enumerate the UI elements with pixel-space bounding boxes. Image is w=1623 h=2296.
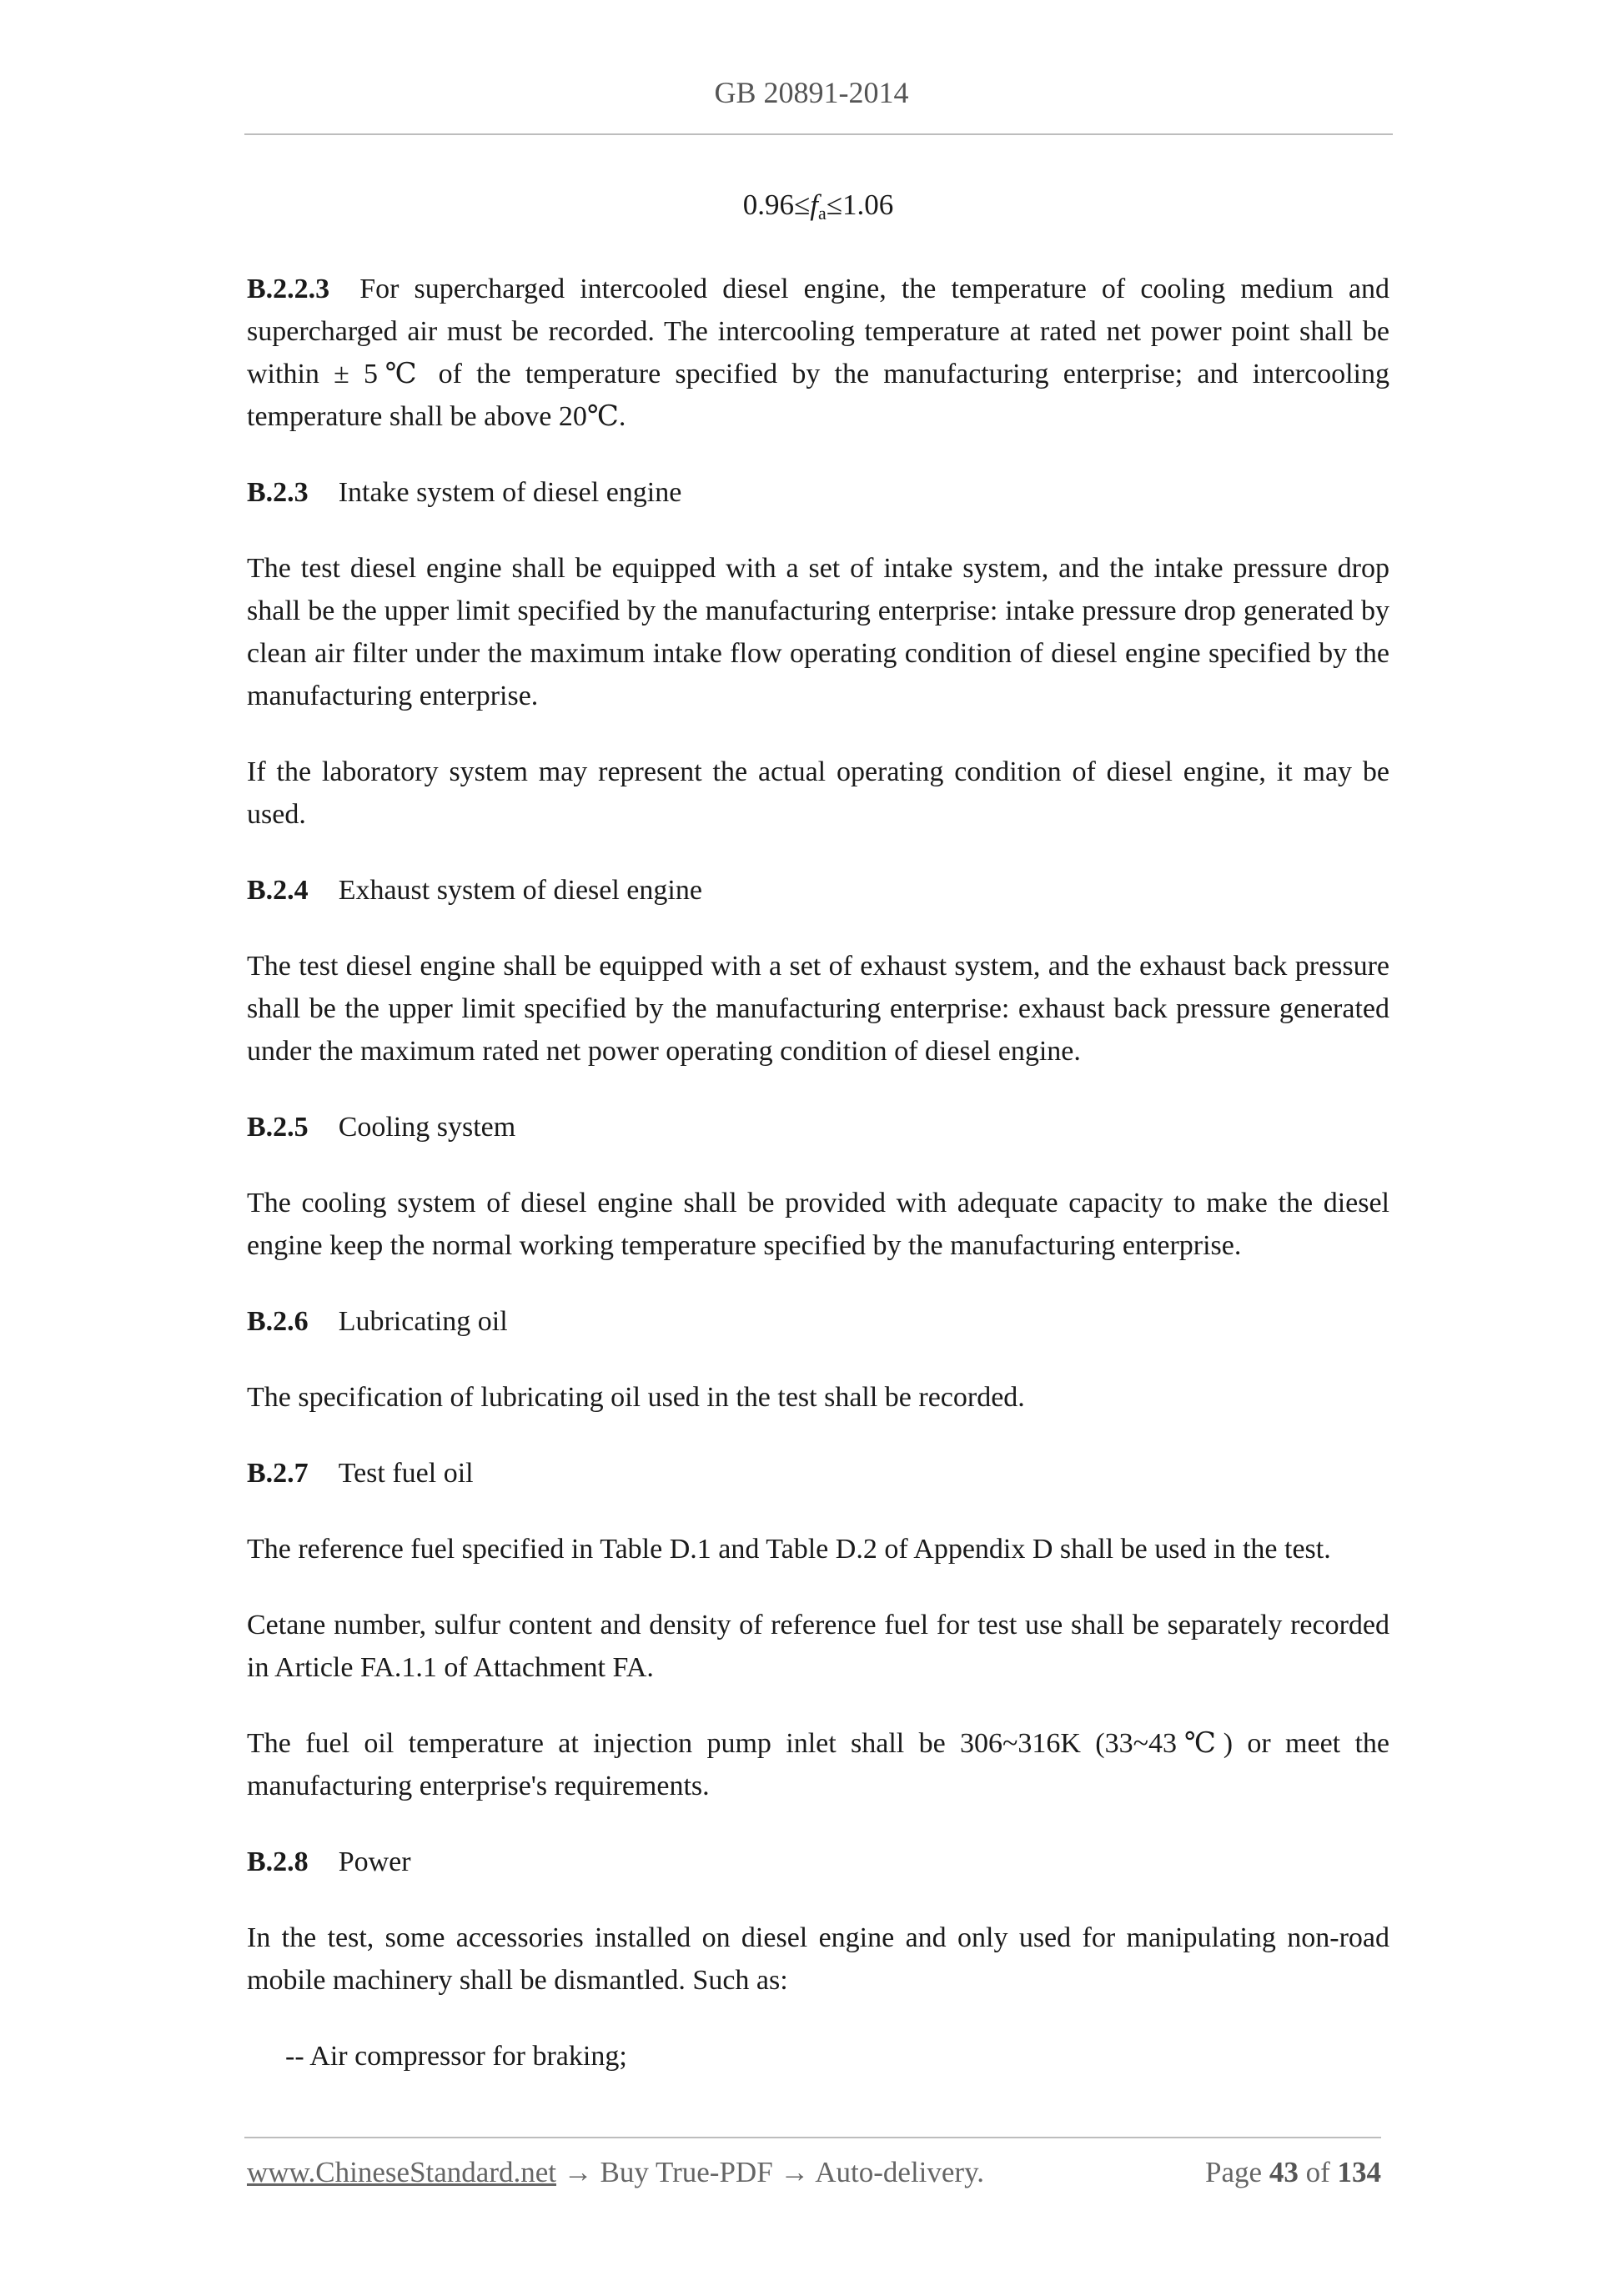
paragraph: The reference fuel specified in Table D.1 and Table D.2 of Appendix D shall be used in the test.	[247, 1534, 1331, 1565]
footer-divider	[244, 2137, 1381, 2138]
list-item: -- Air compressor for braking;	[285, 2041, 627, 2072]
paragraph: The test diesel engine shall be equipped with a set of exhaust system, and the exhaust back pressure shall be the upper limit specified by the manufacturing enterprise: exhaust back pressure generated under the maximum rated net power operating condition of diesel engine.	[247, 951, 1389, 1067]
footer-promo	[247, 2156, 984, 2189]
section-heading: B.2.8 Power	[247, 1846, 411, 1877]
header-divider	[244, 133, 1393, 135]
paragraph: If the laboratory system may represent the actual operating condition of diesel engine, it may be used.	[247, 756, 1389, 830]
website-link[interactable]: www.ChineseStandard.net	[247, 2156, 556, 2188]
section-heading: B.2.4 Exhaust system of diesel engine	[247, 875, 702, 906]
formula: $0.96\le f_a\le 1.06$	[742, 188, 894, 224]
page-header	[0, 75, 1623, 110]
total-pages: 134	[1337, 2156, 1381, 2188]
page-number: Page 43 of 134	[1205, 2156, 1381, 2188]
clause-number: B.2.2.3	[247, 274, 330, 304]
paragraph: The test diesel engine shall be equipped with a set of intake system, and the intake pressure drop shall be the upper limit specified by the manufacturing enterprise: intake pressure drop generated by clean air filter under the maximum intake flow operating condition of diesel engine specified by the manufacturing enterprise.	[247, 553, 1389, 711]
buy-text: Buy True-PDF	[600, 2156, 773, 2188]
document-code: GB 20891-2014	[714, 76, 909, 109]
paragraph: The fuel oil temperature at injection pump inlet shall be 306~316K (33~43℃) or meet the manufacturing enterprise's requirements.	[247, 1728, 1389, 1801]
clause-b223	[247, 268, 1389, 438]
arrow-icon: →	[780, 2156, 810, 2188]
section-heading: B.2.5 Cooling system	[247, 1112, 516, 1143]
paragraph: In the test, some accessories installed on diesel engine and only used for manipulating non-road mobile machinery shall be dismantled. Such as:	[247, 1922, 1389, 1996]
arrow-icon: →	[563, 2156, 593, 2188]
section-heading: B.2.7 Test fuel oil	[247, 1458, 474, 1489]
paragraph: Cetane number, sulfur content and density of reference fuel for test use shall be separately recorded in Article FA.1.1 of Attachment FA.	[247, 1610, 1389, 1683]
delivery-text: Auto-delivery.	[815, 2156, 985, 2188]
clause-text: For supercharged intercooled diesel engine, the temperature of cooling medium and supercharged air must be recorded. The intercooling temperature at rated net power point shall be within ± 5℃ of the temperature specified by the manufacturing enterprise; and intercooling temperature shall be above 20℃.	[247, 274, 1389, 432]
page-content	[247, 183, 1389, 2077]
current-page: 43	[1269, 2156, 1299, 2188]
paragraph: The cooling system of diesel engine shall be provided with adequate capacity to make the diesel engine keep the normal working temperature specified by the manufacturing enterprise.	[247, 1188, 1389, 1261]
paragraph: The specification of lubricating oil used in the test shall be recorded.	[247, 1382, 1025, 1413]
section-heading: B.2.3 Intake system of diesel engine	[247, 477, 682, 508]
section-heading: B.2.6 Lubricating oil	[247, 1306, 508, 1337]
